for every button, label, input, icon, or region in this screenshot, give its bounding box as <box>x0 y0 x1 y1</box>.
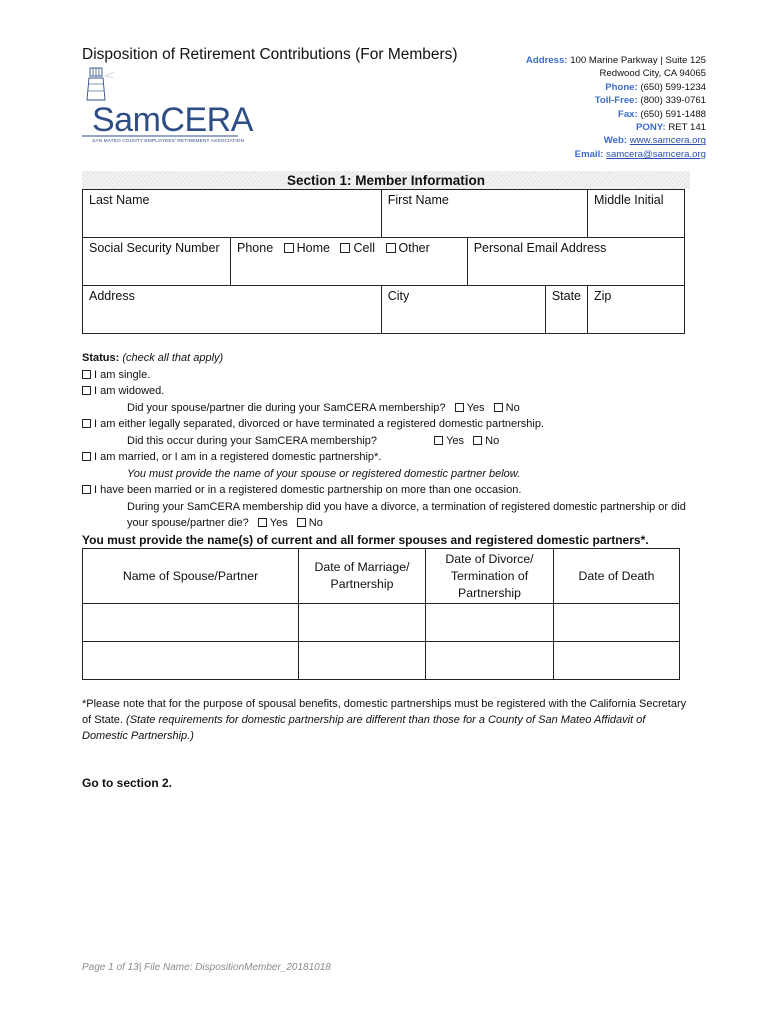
multiple-question-line1: During your SamCERA membership did you have a divorce, a termination of registered domestic partnership or did <box>127 500 686 513</box>
phone-field[interactable] <box>231 238 468 286</box>
zip-field[interactable] <box>588 286 685 334</box>
tollfree-label: Toll-Free: <box>594 95 638 107</box>
phone-type-label: Phone <box>237 241 274 255</box>
col-spouse-name-label: Name of Spouse/Partner <box>122 568 259 583</box>
contact-block <box>526 54 706 161</box>
address-line2: Redwood City, CA 94065 <box>599 68 706 80</box>
other-label: Other <box>398 241 430 255</box>
multiple-label: I have been married or in a registered domestic partnership on more than one occasion. <box>94 484 522 496</box>
single-label: I am single. <box>94 368 151 381</box>
spouse-name-cell[interactable] <box>83 642 299 680</box>
first-name-label: First Name <box>387 193 449 207</box>
personal-email-label: Personal Email Address <box>473 241 607 255</box>
multiple-question-line2: your spouse/partner die? <box>127 517 249 529</box>
separated-yes-checkbox[interactable] <box>434 436 443 445</box>
col-spouse-name <box>83 549 299 604</box>
divorce-date-cell[interactable] <box>426 604 554 642</box>
middle-initial-label: Middle Initial <box>594 193 664 207</box>
status-hint: (check all that apply) <box>122 352 224 364</box>
married-label: I am married, or I am in a registered domestic partnership*. <box>94 451 382 463</box>
logo-wordmark: SamCERA <box>92 101 253 139</box>
col-death-label: Date of Death <box>578 568 655 583</box>
home-checkbox[interactable] <box>284 243 294 253</box>
go-to-section-2: Go to section 2. <box>82 776 173 790</box>
middle-initial-field[interactable] <box>588 190 685 238</box>
address-line1: 100 Marine Parkway | Suite 125 <box>570 55 706 66</box>
pony-value: RET 141 <box>668 122 706 134</box>
col-date-marriage <box>299 549 426 604</box>
multiple-no-label: No <box>308 517 323 529</box>
tollfree-value: (800) 339-0761 <box>640 95 706 107</box>
col-divorce-line3: Partnership <box>458 585 521 600</box>
cell-label: Cell <box>353 241 376 255</box>
separated-no-checkbox[interactable] <box>473 436 482 445</box>
fax-value: (650) 591-1488 <box>640 108 706 120</box>
address-label: Address: <box>525 55 568 66</box>
separated-checkbox[interactable] <box>82 419 91 428</box>
ssn-field[interactable] <box>83 238 231 286</box>
separated-question: Did this occur during your SamCERA membership? <box>127 434 378 447</box>
col-date-divorce <box>426 549 554 604</box>
zip-label: Zip <box>594 289 612 303</box>
spouse-name-cell[interactable] <box>83 604 299 642</box>
email-label: Email: <box>574 148 604 160</box>
member-info-table <box>82 189 685 334</box>
cell-checkbox[interactable] <box>340 243 350 253</box>
spouse-table <box>82 548 680 680</box>
first-name-field[interactable] <box>381 190 587 238</box>
death-date-cell[interactable] <box>554 604 680 642</box>
note-text: *Please note that for the purpose of spousal benefits, domestic partnerships must be registered with the California Secretary of State. <box>82 698 687 726</box>
city-label: City <box>387 289 410 303</box>
widowed-yes-label: Yes <box>466 401 485 414</box>
last-name-label: Last Name <box>89 193 150 207</box>
separated-no-label: No <box>485 434 500 447</box>
widowed-checkbox[interactable] <box>82 386 91 395</box>
city-field[interactable] <box>381 286 545 334</box>
phone-value: (650) 599-1234 <box>640 81 706 93</box>
note-italic: (State requirements for domestic partnership are different than those for a County of San Mateo Affidavit of Domestic Partnership.) <box>82 714 646 742</box>
fax-label: Fax: <box>617 108 638 120</box>
death-date-cell[interactable] <box>554 642 680 680</box>
must-provide-heading: You must provide the name(s) of current and all former spouses and registered domestic partners*. <box>82 533 649 547</box>
other-checkbox[interactable] <box>386 243 396 253</box>
divorce-date-cell[interactable] <box>426 642 554 680</box>
ssn-label: Social Security Number <box>89 241 220 255</box>
section-1-header: Section 1: Member Information <box>82 171 690 189</box>
state-field[interactable] <box>545 286 587 334</box>
web-label: Web: <box>603 135 628 147</box>
widowed-no-checkbox[interactable] <box>494 403 503 412</box>
pony-label: PONY: <box>635 122 666 134</box>
status-section <box>82 350 722 532</box>
personal-email-field[interactable] <box>467 238 684 286</box>
single-checkbox[interactable] <box>82 370 91 379</box>
address-field[interactable] <box>83 286 382 334</box>
phone-label: Phone: <box>605 81 638 93</box>
table-row <box>83 642 680 680</box>
logo-subtitle: SAN MATEO COUNTY EMPLOYEES' RETIREMENT ASSOCIATION <box>92 139 245 144</box>
separated-yes-label: Yes <box>446 434 465 447</box>
multiple-yes-label: Yes <box>269 517 288 529</box>
last-name-field[interactable] <box>83 190 382 238</box>
married-note: You must provide the name of your spouse or registered domestic partner below. <box>127 467 521 480</box>
form-title: Disposition of Retirement Contributions (For Members) <box>82 46 458 63</box>
married-checkbox[interactable] <box>82 452 91 461</box>
col-marriage-line2: Partnership <box>330 577 394 591</box>
widowed-yes-checkbox[interactable] <box>455 403 464 412</box>
widowed-label: I am widowed. <box>94 385 165 397</box>
domestic-partnership-note <box>82 696 692 744</box>
widowed-no-label: No <box>505 401 520 414</box>
email-link[interactable]: samcera@samcera.org <box>606 148 706 160</box>
web-link[interactable]: www.samcera.org <box>629 135 706 147</box>
multiple-yes-checkbox[interactable] <box>258 518 267 527</box>
home-label: Home <box>296 241 330 255</box>
status-label: Status: <box>82 352 120 364</box>
col-divorce-line1: Date of Divorce/ <box>445 551 534 566</box>
marriage-date-cell[interactable] <box>299 604 426 642</box>
col-divorce-line2: Termination of <box>450 568 529 583</box>
table-row <box>83 604 680 642</box>
state-label: State <box>551 289 581 303</box>
address-field-label: Address <box>89 289 135 303</box>
col-marriage-line1: Date of Marriage/ <box>314 560 410 574</box>
widowed-question: Did your spouse/partner die during your SamCERA membership? <box>127 401 446 414</box>
marriage-date-cell[interactable] <box>299 642 426 680</box>
col-date-death <box>554 549 680 604</box>
multiple-checkbox[interactable] <box>82 485 91 494</box>
page-footer: Page 1 of 13| File Name: DispositionMember_20181018 <box>82 962 331 973</box>
multiple-no-checkbox[interactable] <box>297 518 306 527</box>
separated-label: I am either legally separated, divorced or have terminated a registered domestic partnership. <box>94 418 545 430</box>
samcera-logo <box>80 64 253 152</box>
